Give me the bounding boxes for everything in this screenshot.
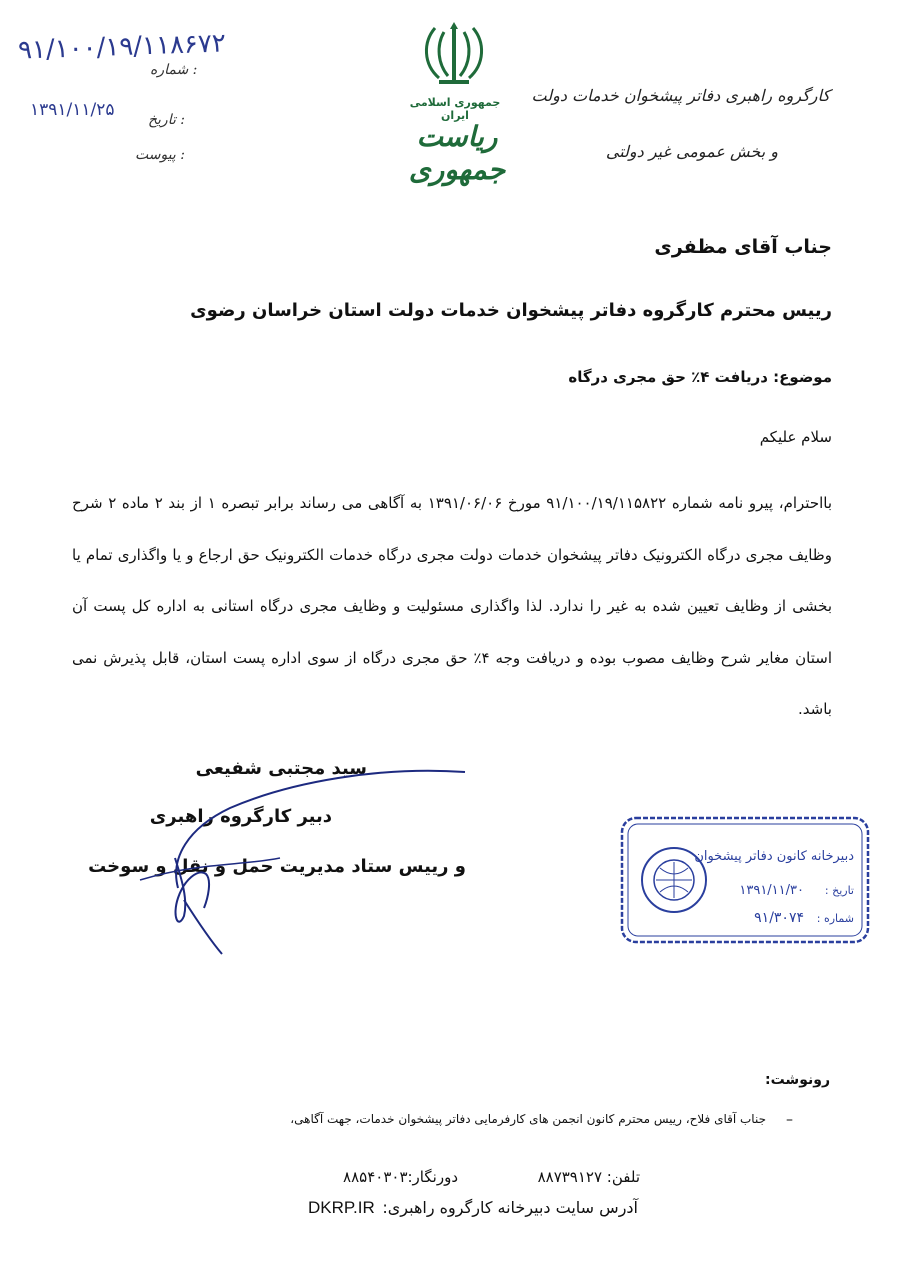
handwritten-signature <box>80 740 530 970</box>
subject-line: موضوع: دریافت ۴٪ حق مجری درگاه <box>568 368 832 386</box>
letter-body: بااحترام، پیرو نامه شماره ۹۱/۱۰۰/۱۹/۱۱۵۸۲۲ مورخ ۱۳۹۱/۰۶/۰۶ به آگاهی می رساند برابر تبصره ۱ از بند ۲ ماده ۲ شرح وظایف مجری درگاه الکترونیک دفاتر پیشخوان خدمات دولت مجری درگاه خدمات الکترونیک حق ارجاع و یا واگذاری تمام یا بخشی از وظایف تعیین شده به غیر را ندارد. لذا واگذاری مسئولیت و وظایف مجری درگاه استانی به اداره کل پست آن استان مغایر شرح وظایف مصوب بوده و دریافت وجه ۴٪ حق مجری درگاه از سوی اداره پست استان، قابل پذیرش نمی باشد. <box>72 494 833 718</box>
stamp-org: دبیرخانه کانون دفاتر پیشخوان <box>694 849 854 864</box>
stamp-number: ۹۱/۳۰۷۴ <box>754 910 804 926</box>
stamp-date: ۱۳۹۱/۱۱/۳۰ <box>739 883 804 898</box>
addressee-title: رییس محترم کارگروه دفاتر پیشخوان خدمات دولت استان خراسان رضوی <box>190 300 832 321</box>
cc-item: جناب آقای فلاح، رییس محترم کانون انجمن های کارفرمایی دفاتر پیشخوان خدمات، جهت آگاهی، <box>290 1112 766 1126</box>
footer-site-label: آدرس سایت دبیرخانه کارگروه راهبری: <box>382 1198 638 1217</box>
org-line-2: و بخش عمومی غیر دولتی <box>605 142 778 161</box>
org-line-1: کارگروه راهبری دفاتر پیشخوان خدمات دولت <box>531 86 830 105</box>
greeting: سلام علیکم <box>759 428 832 446</box>
letter-number-label: شماره : <box>150 62 198 78</box>
secretariat-stamp <box>616 812 874 948</box>
letter-date-label: تاریخ : <box>148 112 186 128</box>
letter-date: ۱۳۹۱/۱۱/۲۵ <box>30 100 115 120</box>
emblem-caption: جمهوری اسلامی ایران <box>409 96 501 122</box>
signatory-name: سید مجتبی شفیعی <box>195 758 367 779</box>
stamp-number-label: شماره : <box>816 912 854 925</box>
footer-site-url[interactable]: DKRP.IR <box>308 1198 375 1217</box>
attachment-label: پیوست : <box>135 147 186 163</box>
cc-label: رونوشت: <box>765 1072 830 1088</box>
letter-number: ۹۱/۱۰۰/۱۹/۱۱۸۶۷۲ <box>17 28 227 66</box>
iran-emblem-icon <box>419 20 489 90</box>
cc-dash: – <box>786 1112 793 1128</box>
signatory-title: دبیر کارگروه راهبری <box>149 806 332 827</box>
stamp-date-label: تاریخ : <box>824 884 854 897</box>
footer-fax: دورنگار:۸۸۵۴۰۳۰۳ <box>343 1168 458 1186</box>
addressee: جناب آقای مظفری <box>654 236 832 258</box>
signatory-title-2: و رییس ستاد مدیریت حمل و نقل و سوخت <box>88 856 466 877</box>
footer-phone: تلفن: ۸۸۷۳۹۱۲۷ <box>537 1168 640 1186</box>
presidency-title: ریاست جمهوری <box>408 120 506 186</box>
